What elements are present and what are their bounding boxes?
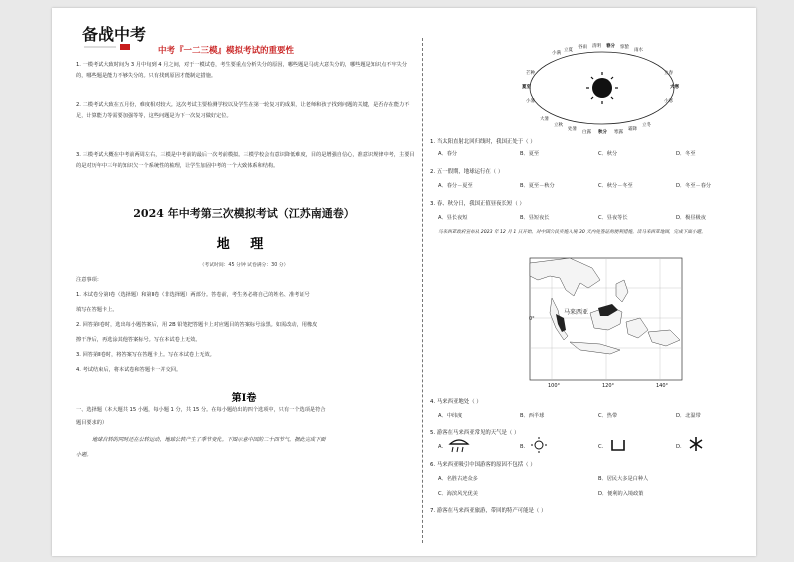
term-label: 小满 [552, 51, 561, 56]
notice-line: 填写在答题卡上。 [76, 307, 118, 313]
term-label: 立春 [664, 71, 673, 76]
option: C．秋分 [598, 151, 618, 157]
question-5: 5. 游客在马来西亚常见的天气是（ ） [430, 430, 520, 436]
notice-line: 2. 回答第Ⅰ卷时，选出每小题答案后，用 2B 铅笔把答题卡上对应题目的答案标号涂黑。如需改动，用橡皮 [76, 322, 318, 328]
section-description: 一、选择题（本大题共 15 小题，每小题 1 分，共 15 分。在每小题给出的四个选项中，只有一个选项是符合 [76, 407, 326, 413]
option: A．春分 [438, 151, 458, 157]
column-divider [422, 38, 423, 543]
term-label: 小寒 [664, 99, 673, 104]
brand-logo [80, 18, 147, 52]
sunny-icon [530, 436, 548, 454]
term-label: 寒露 [614, 130, 623, 135]
term-label: 夏至 [522, 85, 531, 90]
intro-paragraph-2: 2. 二模考试大致在五月份，难度相对较大。这次考试主要检测学校以及学生在第一轮复习的成果，让老师和孩子找到问题的关键，是否存在能力不足，计算能力等需要加强等等，这些问题是为下一次复习做好定位。 [76, 102, 410, 119]
banner-title: 中考『一二三模』模拟考试的重要性 [158, 46, 295, 56]
option: C．海滨风光优美 [438, 491, 478, 497]
option-letter: B. [520, 444, 526, 450]
notice-heading: 注意事项： [76, 277, 102, 283]
question-1: 1. 当太阳直射北回归线时，我国正处于（ ） [430, 139, 536, 145]
map-latitude-label: 0° [529, 316, 535, 322]
dust-icon [610, 438, 626, 452]
option: D．冬至－春分 [676, 183, 712, 189]
option: B．夏至 [520, 151, 540, 157]
solar-terms-orbit-diagram [522, 42, 682, 134]
question-2: 2. 五一假期，地球运行在（ ） [430, 169, 504, 175]
term-label: 霜降 [628, 127, 637, 132]
passage-text: 地球自转的同时还在公转运动，地球公转产生了季节变化。下图示意中国的二十四节气。据此完成下面 [92, 437, 326, 443]
rain-icon [448, 438, 470, 454]
option: D．极昼极夜 [676, 215, 706, 221]
option: D．便利的入境政策 [598, 491, 644, 497]
term-label: 立夏 [564, 48, 573, 53]
term-label: 白露 [582, 130, 591, 135]
term-label: 惊蛰 [620, 45, 629, 50]
notice-line: 1. 本试卷分第Ⅰ卷（选择题）和第Ⅱ卷（非选择题）两部分。答卷前，考生务必将自己的姓名、准考证号 [76, 292, 310, 298]
option: B．居民大多是白种人 [598, 476, 649, 482]
option: A．名胜古迹众多 [438, 476, 478, 482]
option-letter: A. [438, 444, 444, 450]
option: D．北温带 [676, 413, 701, 419]
option: A．春分－夏至 [438, 183, 473, 189]
map-longitude-label: 100° [548, 383, 561, 389]
svg-text:备战中考: 备战中考 [82, 25, 147, 44]
term-label: 芒种 [526, 71, 535, 76]
term-label: 立秋 [554, 123, 563, 128]
section-description: 题目要求的） [76, 420, 108, 426]
malaysia-map [530, 258, 682, 388]
subject-title: 地 理 [216, 237, 272, 252]
sun-icon [586, 72, 618, 104]
option: B．西半球 [520, 413, 545, 419]
option: C．热带 [598, 413, 618, 419]
term-label: 大寒 [670, 85, 679, 90]
snow-icon [688, 436, 704, 452]
option: C．秋分－冬至 [598, 183, 633, 189]
notice-line: 擦干净后，再选涂其他答案标号。写在本试卷上无效。 [76, 337, 201, 343]
passage-text: 马来西亚政府宣布从 2023 年 12 月 1 日开始，对中国公民实施入境 30 天内免签证的便利措施。读马来西亚地图，完成下面小题。 [438, 230, 706, 235]
map-longitude-label: 140° [656, 383, 669, 389]
section-title: 第Ⅰ卷 [231, 393, 257, 404]
term-label: 雨水 [634, 48, 643, 53]
question-4: 4. 马来西亚地处（ ） [430, 399, 482, 405]
notice-line: 3. 回答第Ⅱ卷时，将答案写在答题卡上。写在本试卷上无效。 [76, 352, 215, 358]
term-label: 小暑 [526, 99, 535, 104]
option-letter: D. [676, 444, 682, 450]
exam-title: 2024 年中考第三次模拟考试（江苏南通卷） [133, 207, 355, 220]
passage-text: 小题。 [76, 452, 92, 458]
option: A．中纬度 [438, 413, 463, 419]
option: B．昼短夜长 [520, 215, 550, 221]
document-page [52, 8, 756, 556]
option: D．冬至 [676, 151, 696, 157]
option: B．夏至－秋分 [520, 183, 555, 189]
intro-paragraph-1: 1. 一模考试大致时间为 3 月中旬到 4 月之间，对于一模试卷，考生要重点分析失分的原因，哪些题是马虎大意失分的，哪些题是知识点不牢失分的，哪些题是能力不够失分的。只有找到原因才能制定措施。 [76, 62, 408, 79]
exam-meta: （考试时间：45 分钟 试卷满分：30 分） [199, 263, 289, 268]
option-letter: C. [598, 444, 604, 450]
option: C．昼夜等长 [598, 215, 628, 221]
term-label: 春分 [606, 44, 615, 49]
intro-paragraph-3: 3. 三模考试大概在中考前两周左右，三模是中考前的最后一次考前模拟。三模学校会有意识降低难度，目的是增强自信心，准意识规律中考，主要目的是对历年中三年的知识欠一个系统性的梳理，让学生加固中考的一个大致体系和结构。 [76, 152, 415, 169]
question-7: 7. 游客在马来西亚旅游，带回的特产可能是（ ） [430, 508, 547, 514]
term-label: 清明 [592, 44, 601, 49]
option: A．昼长夜短 [438, 215, 468, 221]
term-label: 秋分 [598, 130, 607, 135]
question-6: 6. 马来西亚吸引中国游客的原因不包括（ ） [430, 462, 536, 468]
term-label: 大暑 [540, 117, 549, 122]
notice-line: 4. 考试结束后，将本试卷和答题卡一并交回。 [76, 367, 182, 373]
map-label: 马来西亚 [564, 309, 589, 316]
term-label: 立冬 [642, 123, 651, 128]
term-label: 处暑 [568, 127, 577, 132]
question-3: 3. 春、秋分日，我国正值昼夜长短（ ） [430, 201, 525, 207]
term-label: 谷雨 [578, 45, 587, 50]
map-longitude-label: 120° [602, 383, 615, 389]
